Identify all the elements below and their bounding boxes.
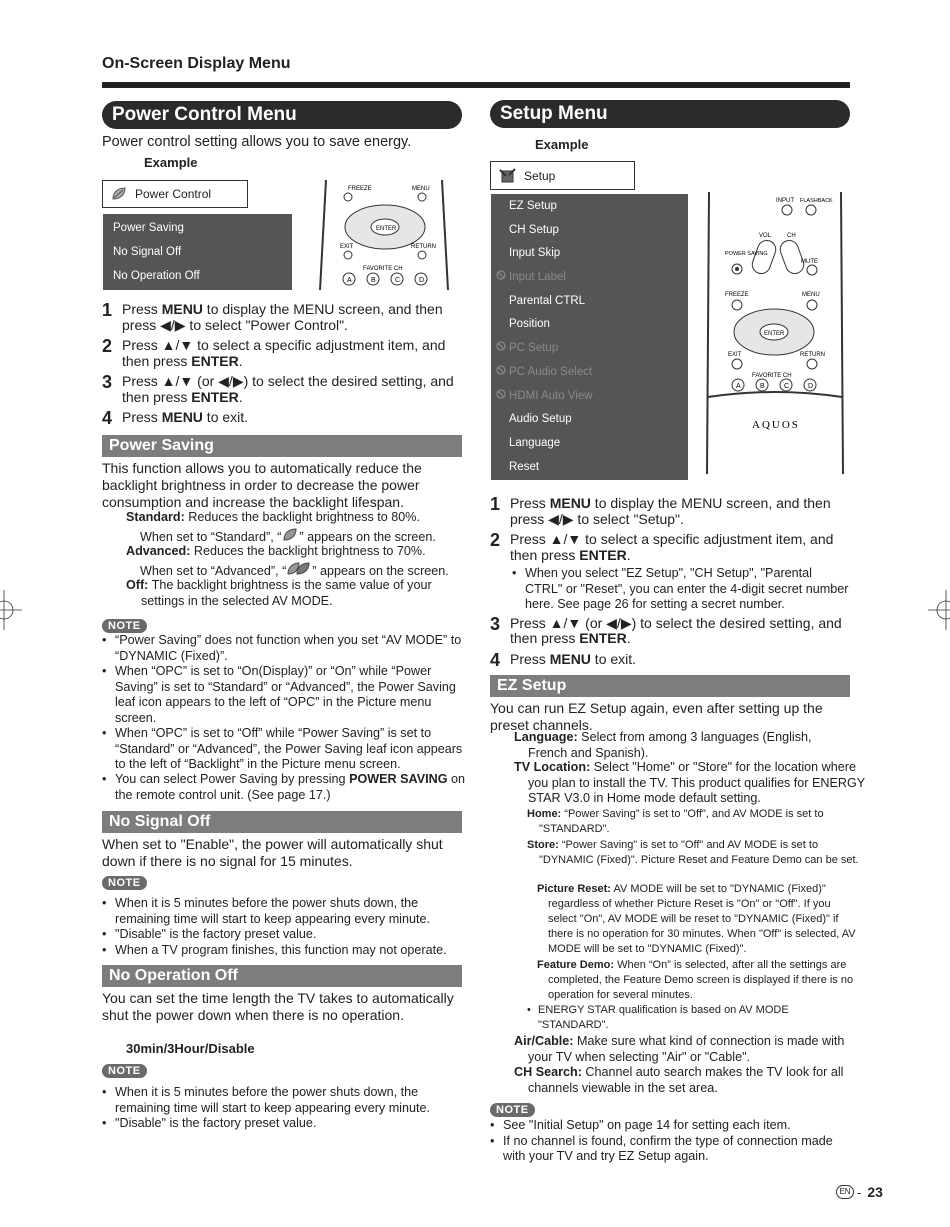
- standard-option: Standard: Reduces the backlight brightness to 80%.: [126, 510, 421, 524]
- setup-menu-box-label: Setup: [524, 168, 556, 183]
- bullet-dot: •: [512, 566, 517, 580]
- menu-item-label: Reset: [509, 460, 540, 473]
- feature-demo-option: Feature Demo: When “On” is selected, after all the settings are completed, the Feature Demo screen is displayed if there is no operation for several minutes.: [537, 959, 854, 1001]
- step-fragment: .: [238, 388, 243, 405]
- setup-menu-title: Setup Menu: [490, 100, 850, 128]
- step-number: 1: [102, 300, 113, 320]
- no-operation-off-options: 30min/3Hour/Disable: [126, 1041, 255, 1056]
- bullet-dot: •: [102, 1085, 107, 1099]
- picture-reset-option: Picture Reset: AV MODE will be set to "DYNAMIC (Fixed)" regardless of whether Picture Reset is "On" or "Off". If you select "On", AV MODE will be reset to "DYNAMIC (Fixed)" if there is no operation for 30 minutes. When "Off" is selected, AV MODE will be set to "DYNAMIC (Fixed)".: [537, 883, 856, 955]
- bullet-dot: •: [490, 1133, 495, 1148]
- remote-flashback-label: FLASHBACK: [800, 198, 833, 204]
- remote-return-label: RETURN: [411, 244, 436, 250]
- menu-item: [491, 313, 688, 337]
- key-name: MENU: [549, 650, 591, 667]
- remote-input-label: INPUT: [776, 198, 794, 204]
- menu-item-label: Input Skip: [509, 247, 561, 260]
- step-item: [490, 649, 852, 670]
- step-fragment: Press ▲/▼ (or ◀/▶) to select the desired setting, and then press: [510, 614, 842, 646]
- power-control-menu-title: Power Control Menu: [102, 101, 462, 129]
- language-badge: EN: [836, 1185, 854, 1199]
- step-item: [102, 410, 462, 426]
- step-text: [510, 496, 852, 527]
- step-text: [122, 338, 462, 369]
- step-fragment: Press: [122, 301, 162, 317]
- svg-text:RETURN: RETURN: [800, 352, 825, 358]
- key-name: MENU: [161, 409, 203, 425]
- header-rule: [102, 82, 850, 88]
- svg-text:C: C: [395, 277, 401, 284]
- note-item: [102, 633, 467, 664]
- menu-item: [491, 266, 688, 290]
- menu-item: [491, 219, 688, 243]
- remote-freeze-label: FREEZE: [348, 186, 372, 192]
- menu-item-label: EZ Setup: [509, 200, 557, 212]
- svg-text:B: B: [371, 277, 376, 284]
- note-text: “Power Saving” does not function when you set “AV MODE” to “DYNAMIC (Fixed)”.: [115, 633, 462, 663]
- language-option: Language: Select from among 3 languages (English, French and Spanish).: [514, 730, 812, 760]
- standard-note: When set to “Standard”, “ ” appears on the screen.: [140, 530, 436, 544]
- svg-text:EXIT: EXIT: [728, 352, 742, 358]
- step-2-bullet: [490, 566, 852, 613]
- svg-text:MUTE: MUTE: [801, 259, 818, 265]
- menu-item: No Signal Off: [113, 246, 182, 258]
- note-text: "Disable" is the factory preset value.: [115, 927, 317, 941]
- page-footer: EN - 23: [836, 1184, 883, 1200]
- no-operation-off-notes: [102, 1085, 467, 1132]
- menu-item-label: Audio Setup: [509, 413, 572, 426]
- advanced-note: When set to “Advanced”, “ ” appears on the screen.: [140, 564, 449, 578]
- step-fragment: Press ▲/▼ (or ◀/▶) to select the desired setting, and then press: [122, 373, 454, 405]
- step-number: 4: [490, 649, 501, 670]
- note-text: "Disable" is the factory preset value.: [115, 1116, 317, 1130]
- ez-setup-notes: [490, 1118, 852, 1165]
- note-item: [102, 943, 467, 959]
- note-item: [490, 1134, 852, 1165]
- step-item: [102, 338, 462, 369]
- home-option: Home: “Power Saving” is set to "Off", and AV MODE is set to "STANDARD".: [527, 808, 824, 835]
- disabled-icon: [496, 361, 509, 385]
- step-item: [490, 532, 852, 563]
- advanced-option: Advanced: Reduces the backlight brightness to 70%.: [126, 544, 426, 558]
- bullet-dot: •: [102, 726, 107, 740]
- menu-item: [491, 290, 688, 314]
- power-control-menu-list: [103, 214, 292, 290]
- bullet-dot: •: [102, 633, 107, 647]
- power-saving-note-badge: NOTE: [102, 616, 147, 634]
- menu-item: [491, 337, 688, 361]
- menu-item-label: Input Label: [509, 271, 566, 284]
- step-number: 3: [490, 613, 501, 634]
- no-operation-note-badge: NOTE: [102, 1061, 147, 1079]
- menu-item: [491, 432, 688, 456]
- key-name: ENTER: [191, 388, 239, 405]
- svg-text:MENU: MENU: [802, 292, 820, 298]
- step-fragment: Press ▲/▼ to select a specific adjustment item, and then press: [122, 337, 446, 369]
- key-name: ENTER: [579, 630, 627, 646]
- power-saving-heading: Power Saving: [102, 435, 462, 457]
- menu-item-label: PC Setup: [509, 342, 559, 355]
- menu-item: Power Saving: [113, 222, 184, 234]
- single-leaf-icon: [281, 528, 299, 541]
- registration-mark-right: [928, 590, 950, 630]
- ez-setup-body: You can run EZ Setup again, even after setting up the preset channels.: [490, 700, 823, 733]
- ch-search-option: CH Search: Channel auto search makes the TV look for all channels viewable in the set area.: [514, 1065, 844, 1095]
- ez-setup-heading: EZ Setup: [490, 675, 850, 697]
- step-item: [490, 496, 852, 527]
- leaf-icon: [111, 187, 127, 201]
- note-text: When a TV program finishes, this function may not operate.: [115, 942, 447, 957]
- menu-item-label: Language: [509, 436, 561, 449]
- step-number: 3: [102, 372, 113, 392]
- note-item: [102, 896, 467, 927]
- note-item: [102, 664, 467, 726]
- no-operation-off-heading: No Operation Off: [102, 965, 462, 987]
- menu-item-label: PC Audio Select: [509, 365, 593, 378]
- menu-item: [491, 195, 688, 219]
- step-fragment: to exit.: [202, 409, 249, 425]
- step-fragment: .: [626, 546, 631, 563]
- menu-item-label: CH Setup: [509, 223, 559, 236]
- step-number: 2: [102, 336, 113, 356]
- off-option: Off: The backlight brightness is the same value of your settings in the selected AV MODE.: [126, 578, 432, 608]
- svg-text:D: D: [808, 383, 814, 390]
- step-item: [102, 374, 462, 405]
- note-text: When it is 5 minutes before the power shuts down, the remaining time will start to keep appearing every minute.: [115, 896, 430, 926]
- air-cable-option: Air/Cable: Make sure what kind of connection is made with your TV when selecting "Air" or "Cable".: [514, 1034, 845, 1064]
- bullet-dot: •: [102, 896, 107, 910]
- page-number: 23: [867, 1184, 883, 1200]
- bullet-text: When you select "EZ Setup", "CH Setup", "Parental CTRL" or "Reset", you can enter the 4-digit secret number here. See page 26 for setting a secret number.: [525, 566, 849, 611]
- energy-star-note: • ENERGY STAR qualification is based on AV MODE "STANDARD".: [527, 1004, 789, 1031]
- store-option: Store: “Power Saving” is set to "Off" and AV MODE is set to "DYNAMIC (Fixed)". Picture Reset and Feature Demo can be set.: [527, 839, 859, 866]
- power-control-menu-box: [102, 180, 248, 208]
- svg-text:FAVORITE CH: FAVORITE CH: [752, 373, 792, 379]
- step-text: [510, 532, 852, 563]
- note-item: [102, 726, 467, 773]
- step-text: [122, 374, 462, 405]
- step-item: [490, 613, 852, 647]
- no-signal-off-notes: [102, 896, 467, 958]
- step-text: [510, 616, 852, 647]
- menu-item: No Operation Off: [113, 270, 200, 282]
- bullet-dot: •: [102, 1116, 107, 1130]
- svg-text:A: A: [347, 277, 352, 284]
- step-item: [102, 302, 462, 333]
- step-text: [122, 302, 462, 333]
- note-text: See "Initial Setup" on page 14 for setting each item.: [503, 1118, 791, 1132]
- double-leaf-icon: [286, 562, 312, 575]
- remote-control-illustration: [318, 180, 450, 290]
- setup-example-label: Example: [535, 137, 589, 152]
- power-control-intro: Power control setting allows you to save energy.: [102, 134, 412, 150]
- step-fragment: .: [238, 352, 243, 369]
- power-control-steps: [102, 302, 462, 431]
- power-saving-last-note: • You can select Power Saving by pressing POWER SAVING on the remote control unit. (See page 17.): [102, 772, 466, 802]
- step-text: [510, 652, 636, 668]
- remote-enter-label: ENTER: [376, 226, 397, 232]
- menu-item-label: Position: [509, 318, 550, 331]
- step-fragment: to display the MENU screen, and then press ◀/▶ to select "Power Control".: [122, 301, 443, 333]
- setup-steps: [490, 496, 852, 673]
- bullet-dot: •: [102, 942, 107, 957]
- step-fragment: to exit.: [590, 650, 637, 667]
- bullet-dot: •: [102, 664, 107, 678]
- note-item: [102, 1116, 467, 1132]
- svg-text:D: D: [419, 277, 425, 284]
- no-signal-note-badge: NOTE: [102, 873, 147, 891]
- no-operation-off-body: You can set the time length the TV takes to automatically shut the power down when there is no operation.: [102, 990, 454, 1023]
- disabled-icon: [496, 385, 509, 409]
- disabled-icon: [496, 266, 509, 290]
- svg-text:FREEZE: FREEZE: [725, 292, 749, 298]
- no-signal-off-heading: No Signal Off: [102, 811, 462, 833]
- setup-menu-list: [491, 194, 688, 480]
- note-text: If no channel is found, confirm the type of connection made with your TV and try EZ Setup again.: [503, 1133, 833, 1163]
- power-saving-body: This function allows you to automatically reduce the backlight brightness in order to decrease the power consumption and increase the backlight lifespan.: [102, 460, 422, 510]
- svg-text:A: A: [736, 383, 741, 390]
- registration-mark-left: [0, 590, 22, 630]
- step-fragment: Press: [510, 650, 550, 667]
- svg-text:CH: CH: [787, 233, 796, 239]
- svg-text:B: B: [760, 383, 765, 390]
- power-saving-notes: [102, 633, 467, 773]
- menu-item: [491, 408, 688, 432]
- ez-setup-note-badge: NOTE: [490, 1100, 535, 1118]
- example-label: Example: [144, 155, 198, 170]
- bullet-dot: •: [490, 1118, 495, 1132]
- remote-menu-label: MENU: [412, 186, 430, 192]
- step-fragment: to display the MENU screen, and then press ◀/▶ to select "Setup".: [510, 495, 831, 527]
- menu-button: [418, 193, 426, 201]
- menu-item: [491, 456, 688, 480]
- key-name: ENTER: [191, 352, 239, 369]
- note-text: When “OPC” is set to “On(Display)” or “On” while “Power Saving” is set to “Standard” or “Advanced”, the Power Saving leaf icon appears to the left of “OPC” in the Picture menu screen.: [115, 664, 456, 725]
- step-fragment: Press: [510, 495, 550, 511]
- tv-location-option: TV Location: Select "Home" or "Store" for the location where you plan to install the TV. This product qualifies for ENERGY STAR V3.0 in Home mode default setting.: [514, 760, 865, 805]
- step-text: [122, 410, 248, 426]
- remote-favorite-label: FAVORITE CH: [363, 266, 403, 272]
- step-fragment: Press ▲/▼ to select a specific adjustment item, and then press: [510, 531, 834, 563]
- key-name: MENU: [549, 495, 591, 511]
- bullet-dot: •: [102, 927, 107, 941]
- step-number: 4: [102, 408, 113, 428]
- note-text: When “OPC” is set to “Off” while “Power Saving” is set to “Standard” or “Advanced”, the Power Saving leaf icon appears to the left of “Backlight” in the Picture menu screen.: [115, 726, 463, 771]
- step-fragment: .: [626, 630, 631, 646]
- note-item: [102, 927, 467, 943]
- menu-box-label: Power Control: [135, 187, 212, 201]
- aquos-logo: AQUOS: [752, 419, 800, 431]
- setup-tools-icon: [499, 168, 517, 184]
- svg-text:ENTER: ENTER: [764, 331, 785, 337]
- menu-item: [491, 242, 688, 266]
- page-header-title: On-Screen Display Menu: [102, 55, 291, 72]
- remote-exit-label: EXIT: [340, 244, 354, 250]
- menu-item-label: Parental CTRL: [509, 294, 586, 307]
- freeze-button: [344, 193, 352, 201]
- remote-control-illustration-2: [705, 192, 845, 474]
- note-item: [490, 1118, 852, 1134]
- note-item: [102, 1085, 467, 1116]
- key-name: ENTER: [579, 546, 627, 563]
- key-name: MENU: [161, 301, 203, 317]
- no-signal-off-body: When set to "Enable", the power will automatically shut down if there is no signal for 15 minutes.: [102, 836, 443, 869]
- remote-power-saving-label: POWER SAVING: [725, 251, 768, 257]
- svg-text:C: C: [784, 383, 790, 390]
- menu-item: [491, 361, 688, 385]
- step-fragment: Press: [122, 409, 162, 425]
- step-number: 2: [490, 530, 501, 550]
- setup-menu-box: [490, 161, 635, 190]
- menu-item: [491, 385, 688, 409]
- svg-text:VOL: VOL: [759, 233, 772, 239]
- disabled-icon: [496, 337, 509, 361]
- note-text: When it is 5 minutes before the power shuts down, the remaining time will start to keep appearing every minute.: [115, 1085, 430, 1115]
- step-number: 1: [490, 494, 501, 514]
- menu-item-label: HDMI Auto View: [509, 389, 593, 402]
